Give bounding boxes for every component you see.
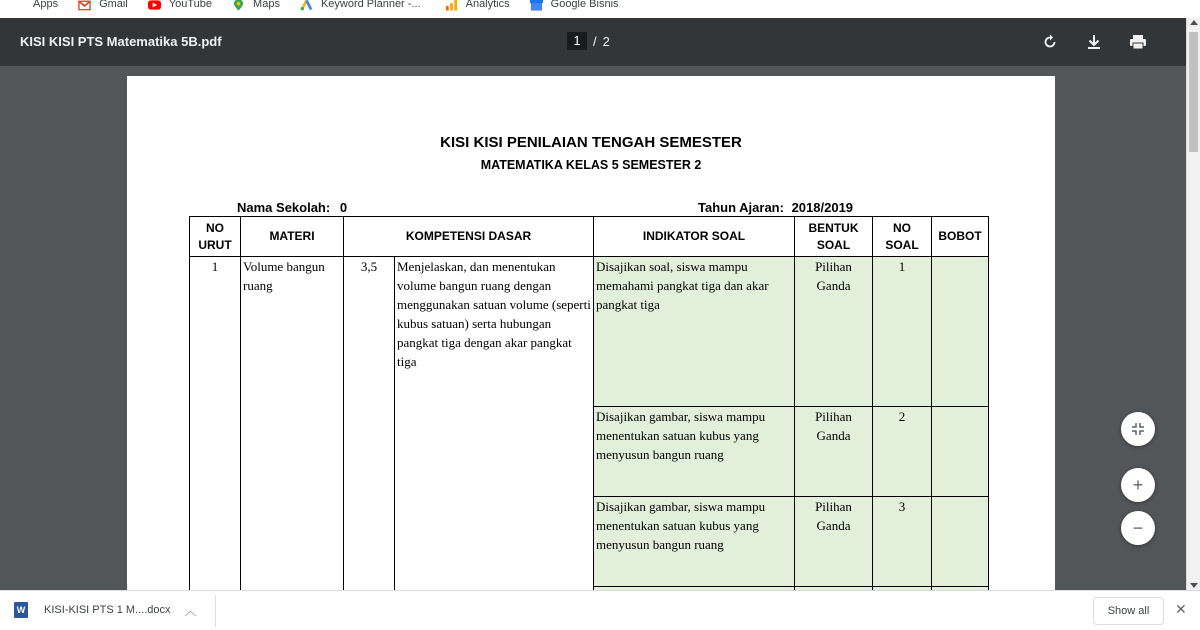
zoom-out-icon: −: [1132, 517, 1144, 538]
bookmark-label: Keyword Planner -...: [320, 0, 421, 10]
print-icon[interactable]: [1128, 32, 1148, 52]
pdf-page: [127, 76, 1055, 596]
school-label: Nama Sekolah:: [237, 200, 331, 215]
zoom-out-button[interactable]: [1121, 511, 1155, 545]
rotate-icon[interactable]: [1040, 32, 1060, 52]
word-file-icon: W: [14, 602, 28, 618]
apps-grid-icon: [12, 0, 25, 11]
close-icon[interactable]: ✕: [1175, 601, 1187, 617]
year-info: [698, 200, 853, 215]
bookmark-maps[interactable]: [232, 0, 280, 18]
bookmark-youtube[interactable]: [148, 0, 212, 18]
maps-icon: [232, 0, 245, 11]
bookmark-analytics[interactable]: [445, 0, 510, 18]
kisi-kisi-table: [189, 216, 989, 596]
header-bentuk-soal: BENTUK SOAL: [795, 217, 873, 257]
cell-indikator: Disajikan gambar, siswa mampu menentukan satuan kubus yang menyusun bangun ruang: [594, 497, 795, 587]
cell-kd-text: Menjelaskan, dan menentukan volume bangun ruang dengan menggunakan satuan volume (seperti kubus satuan) serta hubungan pangkat tiga dengan akar pangkat tiga: [395, 257, 594, 597]
header-no-soal: NO SOAL: [873, 217, 932, 257]
document-title: KISI KISI PTS Matematika 5B.pdf: [20, 34, 222, 49]
document-subheading: MATEMATIKA KELAS 5 SEMESTER 2: [480, 158, 702, 172]
total-pages: 2: [602, 33, 610, 49]
cell-materi: Volume bangun ruang: [241, 257, 344, 597]
cell-indikator: Disajikan gambar, siswa mampu menentukan satuan kubus yang menyusun bangun ruang: [594, 407, 795, 497]
download-icon[interactable]: [1084, 32, 1104, 52]
bookmark-google-bisnis[interactable]: [530, 0, 619, 18]
cell-bobot: [932, 407, 989, 497]
zoom-in-icon: +: [1132, 474, 1144, 495]
bookmark-label: Gmail: [99, 0, 128, 10]
header-materi: MATERI: [241, 217, 344, 257]
document-heading: KISI KISI PENILAIAN TENGAH SEMESTER: [440, 134, 742, 151]
table-header-row: [190, 217, 989, 257]
header-indikator-soal: INDIKATOR SOAL: [594, 217, 795, 257]
header-no-urut: NO URUT: [190, 217, 241, 257]
scroll-up-arrow-icon[interactable]: [1190, 20, 1198, 25]
bookmark-label: Google Bisnis: [550, 0, 619, 10]
download-file-name: KISI-KISI PTS 1 M....docx: [44, 604, 171, 616]
school-info: [237, 200, 347, 215]
fit-to-page-icon: [1131, 422, 1145, 436]
bookmark-apps[interactable]: [12, 0, 58, 18]
bookmark-label: YouTube: [168, 0, 213, 10]
chevron-up-icon[interactable]: ︿: [184, 603, 197, 618]
analytics-icon: [445, 0, 458, 11]
google-business-icon: [530, 0, 543, 11]
bookmark-label: Maps: [253, 0, 280, 10]
cell-bobot: [932, 257, 989, 407]
cell-no-urut: 1: [190, 257, 241, 597]
download-item[interactable]: [14, 601, 197, 619]
cell-bobot: [932, 497, 989, 587]
bookmarks-bar: [0, 0, 1200, 18]
school-value: 0: [339, 200, 348, 215]
cell-bentuk: Pilihan Ganda: [795, 407, 873, 497]
google-ads-icon: [300, 0, 313, 11]
year-value: 2018/2019: [791, 200, 854, 215]
header-kompetensi-dasar: KOMPETENSI DASAR: [344, 217, 594, 257]
table-row: [190, 257, 989, 407]
shelf-divider: [215, 595, 216, 627]
scroll-down-arrow-icon[interactable]: [1190, 583, 1198, 588]
pdf-toolbar: [0, 18, 1200, 66]
bookmark-keyword-planner[interactable]: [300, 0, 421, 18]
page-number-input[interactable]: 1: [567, 32, 587, 50]
bookmark-label: Analytics: [465, 0, 510, 10]
fit-to-page-button[interactable]: [1121, 412, 1155, 446]
bookmark-gmail[interactable]: [78, 0, 128, 18]
download-shelf: [0, 590, 1200, 630]
vertical-scrollbar[interactable]: [1186, 18, 1200, 590]
show-all-button[interactable]: Show all: [1093, 597, 1164, 625]
cell-bentuk: Pilihan Ganda: [795, 257, 873, 407]
cell-no-soal: 3: [873, 497, 932, 587]
youtube-icon: [148, 0, 161, 11]
cell-no-soal: 1: [873, 257, 932, 407]
page-selector: [567, 32, 610, 50]
gmail-icon: [78, 0, 91, 11]
scroll-thumb[interactable]: [1189, 32, 1198, 152]
header-bobot: BOBOT: [932, 217, 989, 257]
zoom-in-button[interactable]: [1121, 468, 1155, 502]
year-label: Tahun Ajaran:: [698, 200, 784, 215]
cell-indikator: Disajikan soal, siswa mampu memahami pangkat tiga dan akar pangkat tiga: [594, 257, 795, 407]
cell-no-soal: 2: [873, 407, 932, 497]
bookmark-label: Apps: [33, 0, 59, 10]
page-separator: /: [593, 33, 597, 49]
cell-bentuk: Pilihan Ganda: [795, 497, 873, 587]
cell-kd-code: 3,5: [344, 257, 395, 597]
